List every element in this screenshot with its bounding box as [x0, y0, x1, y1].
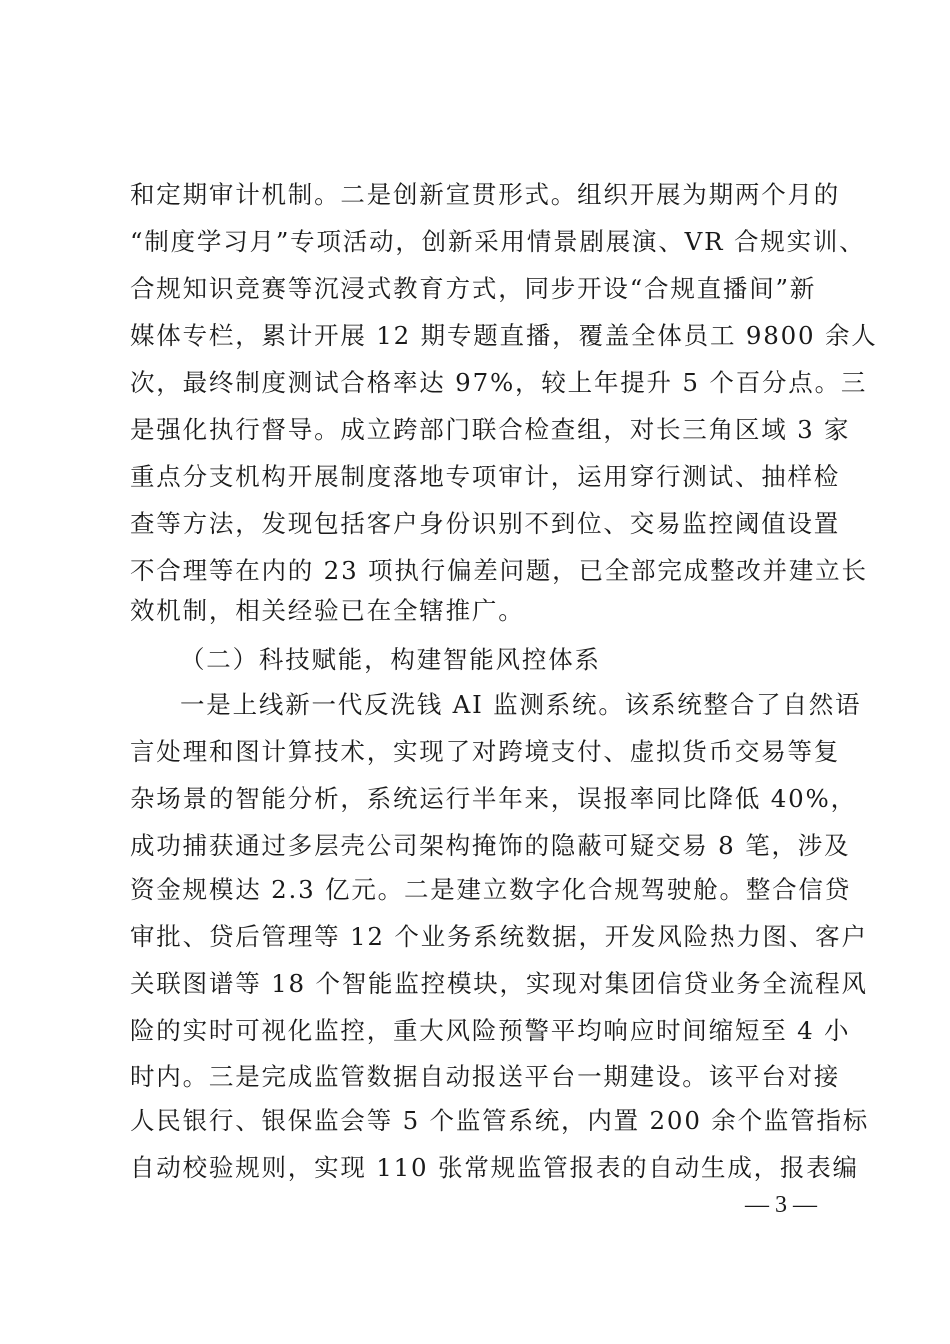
section-heading: （二）科技赋能，构建智能风控体系: [180, 645, 601, 674]
text-line: 险的实时可视化监控，重大风险预警平均响应时间缩短至 4 小: [130, 1016, 851, 1045]
text-line: 成功捕获通过多层壳公司架构掩饰的隐蔽可疑交易 8 笔，涉及: [130, 831, 851, 860]
text-line: 言处理和图计算技术，实现了对跨境支付、虚拟货币交易等复: [130, 737, 841, 766]
text-line: 合规知识竞赛等沉浸式教育方式，同步开设“合规直播间”新: [130, 274, 817, 303]
text-line: 和定期审计机制。二是创新宣贯形式。组织开展为期两个月的: [130, 180, 841, 209]
text-line: 资金规模达 2.3 亿元。二是建立数字化合规驾驶舱。整合信贷: [130, 875, 852, 904]
text-line: 关联图谱等 18 个智能监控模块，实现对集团信贷业务全流程风: [130, 969, 868, 998]
page-number: — 3 —: [745, 1192, 817, 1218]
text-line: 杂场景的智能分析，系统运行半年来，误报率同比降低 40%，: [130, 784, 857, 813]
text-line: 一是上线新一代反洗钱 AI 监测系统。该系统整合了自然语: [180, 690, 862, 719]
text-line: 媒体专栏，累计开展 12 期专题直播，覆盖全体员工 9800 余人: [130, 321, 878, 350]
text-line: 重点分支机构开展制度落地专项审计，运用穿行测试、抽样检: [130, 462, 841, 491]
text-line: 是强化执行督导。成立跨部门联合检查组，对长三角区域 3 家: [130, 415, 851, 444]
text-line: 效机制，相关经验已在全辖推广。: [130, 596, 525, 625]
text-line: 审批、贷后管理等 12 个业务系统数据，开发风险热力图、客户: [130, 922, 868, 951]
text-line: “制度学习月”专项活动，创新采用情景剧展演、VR 合规实训、: [130, 227, 866, 256]
text-line: 不合理等在内的 23 项执行偏差问题，已全部完成整改并建立长: [130, 556, 868, 585]
text-line: 自动校验规则，实现 110 张常规监管报表的自动生成，报表编: [130, 1153, 859, 1182]
text-line: 时内。三是完成监管数据自动报送平台一期建设。该平台对接: [130, 1062, 841, 1091]
text-line: 次，最终制度测试合格率达 97%，较上年提升 5 个百分点。三: [130, 368, 868, 397]
text-line: 查等方法，发现包括客户身份识别不到位、交易监控阈值设置: [130, 509, 841, 538]
text-line: 人民银行、银保监会等 5 个监管系统，内置 200 余个监管指标: [130, 1106, 870, 1135]
